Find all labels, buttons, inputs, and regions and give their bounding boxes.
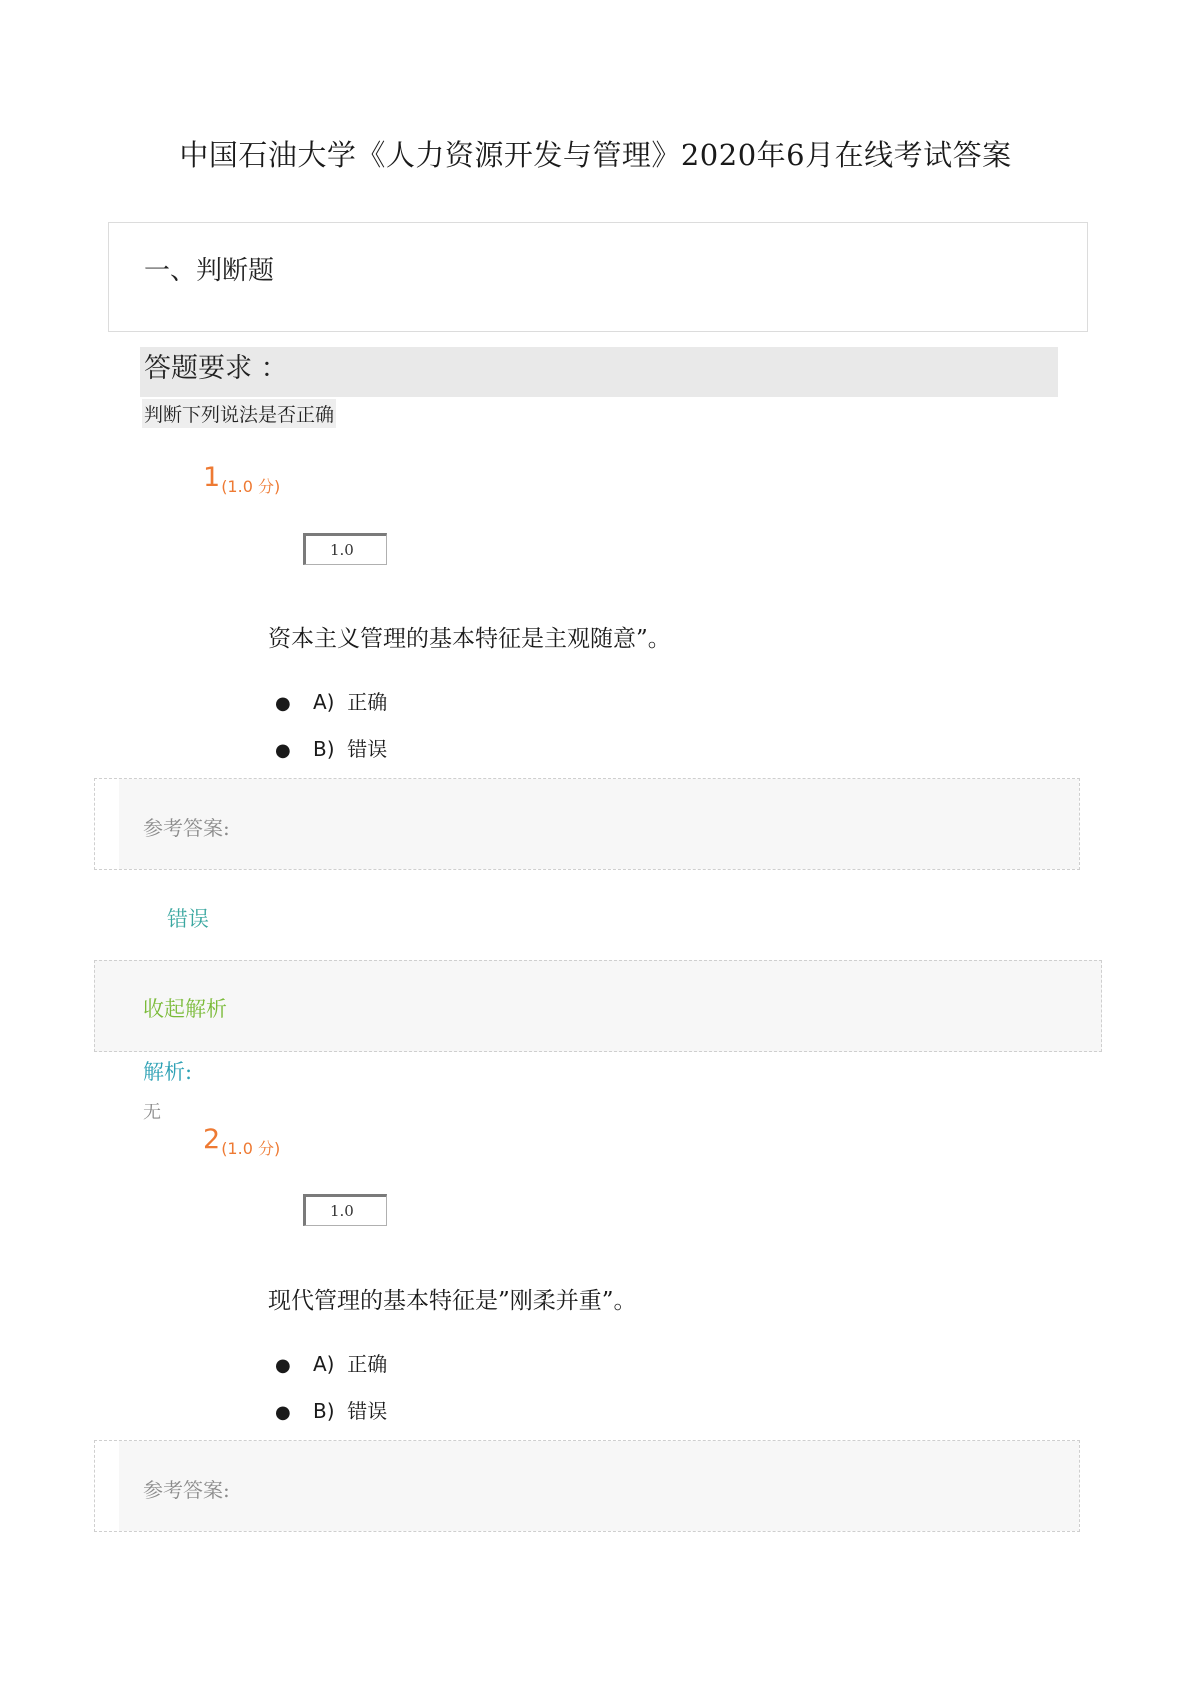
reference-answer-panel bbox=[119, 779, 1079, 869]
reference-answer-label: 参考答案: bbox=[143, 1478, 230, 1502]
analysis-text: 无 bbox=[143, 1102, 161, 1123]
document-title: 中国石油大学《人力资源开发与管理》2020年6月在线考试答案 bbox=[179, 138, 1012, 172]
answer-value: 错误 bbox=[167, 907, 209, 931]
bullet-icon: ● bbox=[275, 740, 291, 761]
option-a[interactable] bbox=[275, 1348, 387, 1377]
score-input[interactable]: 1.0 bbox=[303, 1194, 387, 1226]
question-number-value: 2 bbox=[203, 1124, 221, 1155]
reference-answer-label: 参考答案: bbox=[143, 816, 230, 840]
question-text: 资本主义管理的基本特征是主观随意”。 bbox=[268, 626, 671, 652]
option-letter: B) bbox=[313, 737, 335, 761]
bullet-icon: ● bbox=[275, 693, 291, 714]
option-letter: A) bbox=[313, 1352, 335, 1376]
option-b[interactable] bbox=[275, 733, 387, 762]
requirement-text: 判断下列说法是否正确 bbox=[142, 399, 336, 428]
reference-answer-panel bbox=[119, 1441, 1079, 1531]
score-input[interactable]: 1.0 bbox=[303, 533, 387, 565]
option-letter: A) bbox=[313, 690, 335, 714]
option-letter: B) bbox=[313, 1399, 335, 1423]
section-title: 一、判断题 bbox=[144, 256, 275, 286]
reference-answer-box bbox=[94, 1440, 1080, 1532]
option-label: 正确 bbox=[347, 1352, 388, 1376]
question-number-value: 1 bbox=[203, 462, 221, 493]
question-score: (1.0 分) bbox=[221, 1139, 281, 1158]
option-label: 正确 bbox=[347, 690, 388, 714]
question-text: 现代管理的基本特征是”刚柔并重”。 bbox=[268, 1288, 637, 1314]
analysis-label: 解析: bbox=[143, 1060, 193, 1084]
question-number bbox=[203, 462, 280, 497]
reference-answer-box bbox=[94, 778, 1080, 870]
question-score: (1.0 分) bbox=[221, 477, 281, 496]
option-b[interactable] bbox=[275, 1395, 387, 1424]
question-number bbox=[203, 1124, 280, 1159]
option-a[interactable] bbox=[275, 686, 387, 715]
bullet-icon: ● bbox=[275, 1402, 291, 1423]
bullet-icon: ● bbox=[275, 1355, 291, 1376]
option-label: 错误 bbox=[347, 737, 388, 761]
option-label: 错误 bbox=[347, 1399, 388, 1423]
requirement-label: 答题要求 ： bbox=[144, 353, 288, 384]
collapse-analysis-link[interactable]: 收起解析 bbox=[143, 997, 227, 1021]
analysis-toggle-box bbox=[94, 960, 1102, 1052]
